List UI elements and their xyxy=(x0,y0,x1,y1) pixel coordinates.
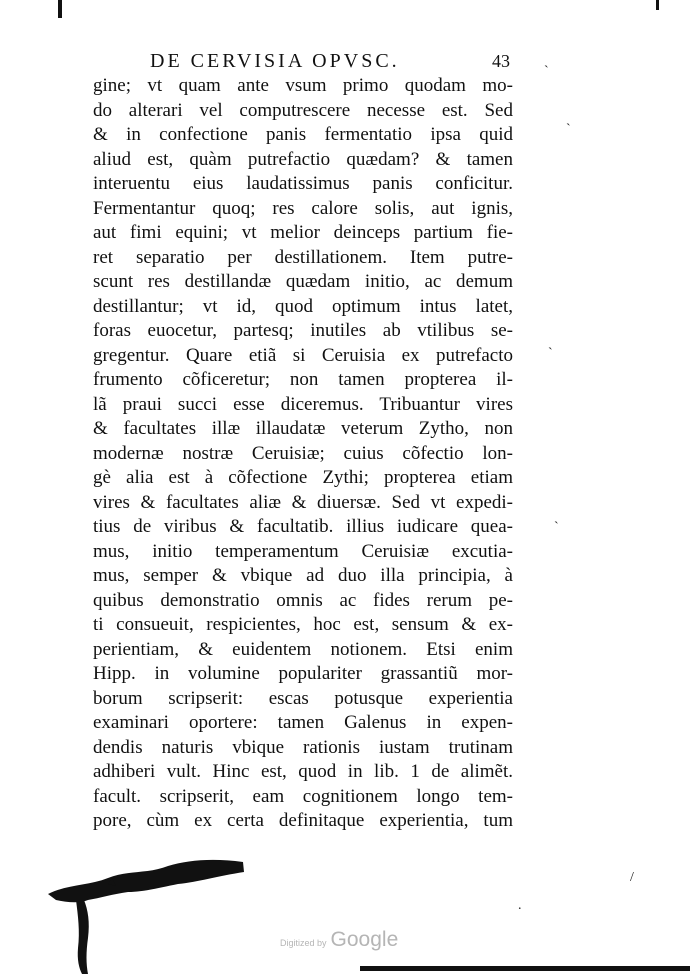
scan-edge-mark xyxy=(656,0,659,10)
text-line: perientiam, & euidentem notionem. Etsi enim xyxy=(93,638,513,660)
text-line: pore, cùm ex certa definitaque experientia, tum xyxy=(93,810,513,831)
text-line: Fermentantur quoq; res calore solis, aut ignis, xyxy=(93,197,513,219)
text-line: quibus demonstratio omnis ac fides rerum pe- xyxy=(93,589,513,611)
margin-mark: ` xyxy=(566,122,571,137)
text-line: adhiberi vult. Hinc est, quod in lib. 1 de alimẽt. xyxy=(93,761,513,782)
text-line: & facultates illæ illaudatæ veterum Zytho, non xyxy=(93,418,513,439)
digitization-watermark xyxy=(280,928,398,954)
body-text xyxy=(93,74,513,834)
text-line: gregentur. Quare etiã si Ceruisia ex putrefacto xyxy=(93,344,513,366)
text-line: Hipp. in volumine populariter grassantiũ mor- xyxy=(93,663,513,684)
text-line: & in confectione panis fermentatio ipsa quid xyxy=(93,124,513,145)
ink-stain-image xyxy=(48,856,248,976)
text-line: gè alia est à cõfectione Zythi; propterea etiam xyxy=(93,467,513,488)
margin-mark: ` xyxy=(548,346,553,361)
text-line: do alterari vel computrescere necesse est. Sed xyxy=(93,99,513,121)
text-line: examinari oportere: tamen Galenus in expen- xyxy=(93,712,513,733)
text-line: tius de viribus & facultatib. illius iudicare quea- xyxy=(93,516,513,537)
text-line: vires & facultates aliæ & diuersæ. Sed vt expedi- xyxy=(93,491,513,513)
text-line: aut fimi equini; vt melior deinceps partium fie- xyxy=(93,222,513,243)
text-line: modernæ nostræ Ceruisiæ; cuius cõfectio lon- xyxy=(93,442,513,464)
text-line: destillantur; vt id, quod optimum intus latet, xyxy=(93,295,513,317)
text-line: ti consueuit, respicientes, hoc est, sensum & ex- xyxy=(93,614,513,635)
text-line: mus, semper & vbique ad duo illa principia, à xyxy=(93,565,513,586)
text-line: gine; vt quam ante vsum primo quodam mo- xyxy=(93,75,513,96)
margin-mark: ` xyxy=(544,64,549,79)
digitized-by-label: Digitized by xyxy=(280,938,327,948)
text-line: dendis naturis vbique rationis iustam trutinam xyxy=(93,736,513,758)
text-line: lã praui succi esse diceremus. Tribuantur vires xyxy=(93,393,513,415)
margin-mark: . xyxy=(518,898,522,913)
text-line: frumento cõficeretur; non tamen propterea il- xyxy=(93,369,513,390)
text-line: mus, initio temperamentum Ceruisiæ excutia- xyxy=(93,540,513,562)
google-brand-logo: Google xyxy=(330,928,399,951)
scan-edge-line xyxy=(360,966,690,971)
running-head: DE CERVISIA OPVSC. xyxy=(150,50,400,72)
text-line: scunt res destillandæ quædam initio, ac demum xyxy=(93,271,513,292)
margin-mark: / xyxy=(630,870,634,885)
margin-mark: ` xyxy=(554,520,559,535)
scan-edge-mark xyxy=(58,0,62,18)
text-line: interuentu eius laudatissimus panis conficitur. xyxy=(93,173,513,194)
text-line: borum scripserit: escas potusque experientia xyxy=(93,687,513,709)
page-number: 43 xyxy=(492,51,510,71)
text-line: foras euocetur, partesq; inutiles ab vtilibus se- xyxy=(93,320,513,341)
text-line: ret separatio per destillationem. Item putre- xyxy=(93,246,513,268)
text-line: facult. scripserit, eam cognitionem longo tem- xyxy=(93,785,513,807)
text-line: aliud est, quàm putrefactio quædam? & tamen xyxy=(93,148,513,170)
